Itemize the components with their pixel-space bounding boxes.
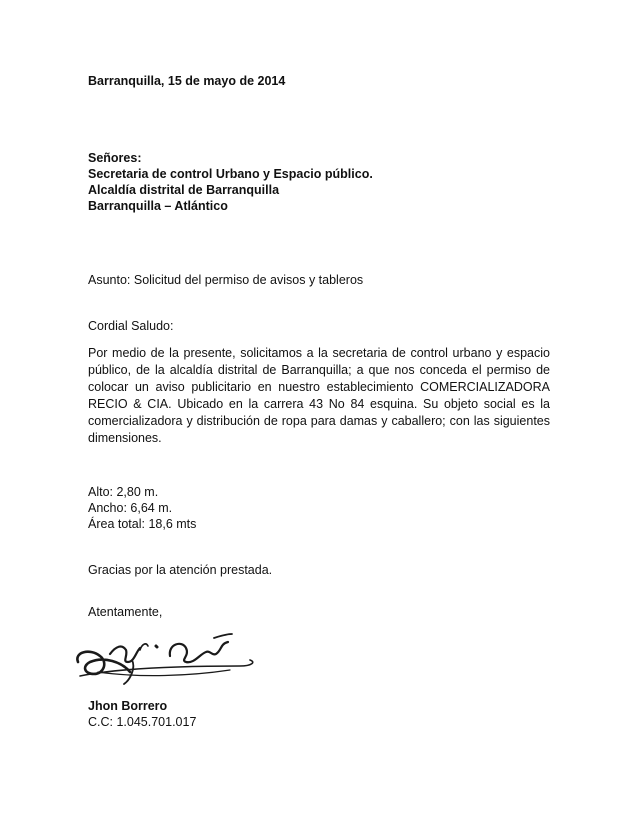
dimension-ancho: Ancho: 6,64 m. xyxy=(88,501,173,515)
subject-line: Asunto: Solicitud del permiso de avisos y tableros xyxy=(88,273,364,287)
signer-name: Jhon Borrero xyxy=(88,699,168,713)
recipient-line-2: Alcaldía distrital de Barranquilla xyxy=(88,183,280,197)
body-paragraph: Por medio de la presente, solicitamos a la secretaria de control urbano y espacio público, de la alcaldía distrital de Barranquilla; a que nos conceda el permiso de colocar un aviso publicitario en nuestro establecimiento COMERCIALIZADORA RECIO & CIA. Ubicado en la carrera 43 No 84 esquina. Su objeto social es la comercializadora y distribución de ropa para damas y caballero; con las siguientes dimensiones. xyxy=(88,346,550,445)
recipient-salutation: Señores: xyxy=(88,151,142,165)
signer-id: C.C: 1.045.701.017 xyxy=(88,715,197,729)
dimension-area: Área total: 18,6 mts xyxy=(88,517,197,531)
dimension-alto: Alto: 2,80 m. xyxy=(88,485,159,499)
greeting-line: Cordial Saludo: xyxy=(88,319,174,333)
closing-line: Atentamente, xyxy=(88,605,163,619)
recipient-block xyxy=(88,150,373,214)
dimensions-block xyxy=(88,484,196,532)
recipient-line-1: Secretaria de control Urbano y Espacio público. xyxy=(88,167,373,181)
thanks-line: Gracias por la atención prestada. xyxy=(88,563,273,577)
date-line: Barranquilla, 15 de mayo de 2014 xyxy=(88,74,286,88)
recipient-line-3: Barranquilla – Atlántico xyxy=(88,199,228,213)
signature-icon xyxy=(70,632,270,702)
